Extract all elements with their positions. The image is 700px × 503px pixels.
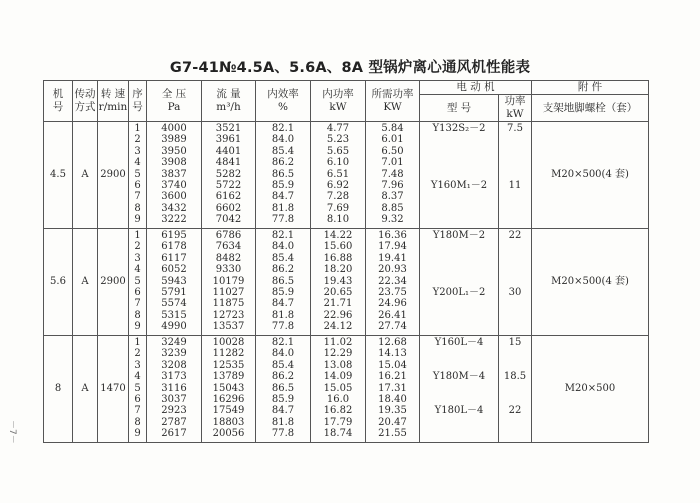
header-seq: 序 号 — [129, 81, 147, 122]
internal-efficiency-value: 77.8 — [271, 214, 295, 226]
motor-model-value — [420, 383, 498, 394]
seq-no-value: 6 — [134, 286, 141, 298]
seq-no — [129, 229, 147, 336]
motor-power-value — [499, 264, 531, 275]
motor-power-value — [499, 276, 531, 287]
seq-no-value: 4 — [134, 371, 141, 383]
table-row-group — [44, 229, 649, 336]
seq-no-value: 9 — [134, 214, 141, 226]
internal-efficiency-value: 85.4 — [271, 359, 295, 371]
header-drive: 传动 方式 — [73, 81, 98, 122]
total-pressure-value: 5791 — [161, 286, 187, 298]
seq-no-value: 1 — [134, 337, 141, 348]
flow-rate-value: 11282 — [212, 348, 245, 360]
required-power-value: 7.01 — [381, 157, 404, 169]
required-power-value: 26.41 — [378, 309, 407, 321]
total-pressure-value: 6117 — [161, 252, 187, 264]
seq-no-value: 2 — [134, 134, 141, 146]
seq-no — [129, 122, 147, 229]
required-power-value: 8.37 — [381, 191, 404, 203]
internal-power-value: 16.0 — [326, 393, 350, 405]
internal-efficiency-value: 81.8 — [271, 309, 295, 321]
required-power-value: 16.21 — [378, 371, 407, 383]
internal-efficiency-value: 86.5 — [271, 168, 295, 180]
total-pressure — [147, 336, 202, 443]
seq-no-value: 4 — [134, 264, 141, 276]
internal-efficiency-value: 85.9 — [271, 393, 295, 405]
motor-model-value — [420, 146, 498, 157]
drive-type: A — [73, 229, 98, 336]
total-pressure-value: 3037 — [161, 393, 187, 405]
internal-power-value: 5.23 — [326, 134, 350, 146]
motor-model-value — [420, 169, 498, 180]
flow-rate-value: 13537 — [212, 321, 245, 333]
internal-efficiency — [256, 336, 311, 443]
required-power-value: 16.36 — [378, 230, 407, 241]
total-pressure-value: 6195 — [161, 230, 187, 241]
internal-power-value: 20.65 — [323, 286, 353, 298]
required-power-value: 17.94 — [378, 241, 407, 253]
flow-rate-value: 11875 — [212, 298, 245, 310]
internal-power-value: 5.65 — [326, 145, 350, 157]
motor-model-value — [420, 428, 498, 439]
table-row-group — [44, 122, 649, 229]
motor-power-value — [499, 428, 531, 439]
seq-no-value: 9 — [134, 428, 141, 440]
seq-no-value: 8 — [134, 202, 141, 214]
total-pressure-value: 3950 — [161, 145, 187, 157]
internal-efficiency-value: 84.0 — [271, 348, 295, 360]
motor-model-value — [420, 360, 498, 371]
total-pressure-value: 3600 — [161, 191, 187, 203]
header-motor-group: 电 动 机 — [420, 81, 532, 95]
motor-power-value — [499, 191, 531, 202]
required-power-value: 6.01 — [381, 134, 404, 146]
header-machine-no: 机 号 — [44, 81, 73, 122]
internal-power-value: 7.69 — [326, 202, 350, 214]
flow-rate-value: 11027 — [212, 286, 245, 298]
motor-power-value — [499, 203, 531, 214]
required-power-value: 24.96 — [378, 298, 407, 310]
motor-model-value: Y160L－4 — [434, 337, 484, 348]
internal-efficiency-value: 84.0 — [271, 241, 295, 253]
motor-model-value — [420, 348, 498, 359]
required-power-value: 7.96 — [381, 179, 404, 191]
bracket-bolt: M20×500(4 套) — [532, 122, 649, 229]
required-power-value: 15.04 — [378, 359, 407, 371]
required-power — [366, 336, 420, 443]
header-flow: 流 量 m³/h — [202, 81, 256, 122]
motor-model-value — [420, 241, 498, 252]
total-pressure-value: 3239 — [161, 348, 187, 360]
internal-power-value: 14.22 — [323, 230, 353, 241]
flow-rate-value: 6786 — [215, 230, 242, 241]
bracket-bolt: M20×500 — [532, 336, 649, 443]
total-pressure-value: 3249 — [161, 337, 187, 348]
performance-table — [43, 80, 649, 443]
internal-efficiency-value: 86.2 — [271, 264, 295, 276]
motor-model-value — [420, 417, 498, 428]
flow-rate-value: 16296 — [212, 393, 245, 405]
drive-type: A — [73, 122, 98, 229]
internal-power-value: 8.10 — [326, 214, 350, 226]
page-number: －7－ — [7, 420, 17, 444]
seq-no-value: 4 — [134, 157, 141, 169]
required-power-value: 9.32 — [381, 214, 404, 226]
seq-no-value: 8 — [134, 309, 141, 321]
flow-rate-value: 5722 — [215, 179, 242, 191]
seq-no-value: 3 — [134, 252, 141, 264]
flow-rate-value: 7634 — [215, 241, 242, 253]
seq-no-value: 1 — [134, 230, 141, 241]
internal-efficiency-value: 84.0 — [271, 134, 295, 146]
seq-no-value: 6 — [134, 393, 141, 405]
total-pressure-value: 2923 — [161, 405, 187, 417]
flow-rate-value: 3521 — [215, 123, 242, 134]
header-motor-model: 型 号 — [420, 95, 499, 122]
seq-no-value: 5 — [134, 168, 141, 180]
motor-model-value: Y200L₁－2 — [432, 286, 486, 298]
header-accessory-group: 附 件 — [532, 81, 649, 95]
seq-no-value: 3 — [134, 145, 141, 157]
motor-power-value — [499, 157, 531, 168]
speed: 2900 — [98, 229, 129, 336]
internal-power-value: 6.51 — [326, 168, 350, 180]
motor-model-value: Y160M₁－2 — [430, 179, 488, 191]
motor-model-value: Y180M－2 — [432, 230, 486, 241]
total-pressure-value: 6178 — [161, 241, 187, 253]
flow-rate-value: 13789 — [212, 371, 245, 383]
motor-power-value: 22 — [508, 405, 522, 417]
seq-no-value: 3 — [134, 359, 141, 371]
flow-rate — [202, 122, 256, 229]
motor-power-value: 22 — [508, 230, 522, 241]
total-pressure-value: 3173 — [161, 371, 187, 383]
internal-power — [311, 336, 366, 443]
header-pressure: 全 压 Pa — [147, 81, 202, 122]
internal-power-value: 21.71 — [323, 298, 353, 310]
total-pressure-value: 3208 — [161, 359, 187, 371]
header-efficiency: 内效率 % — [256, 81, 311, 122]
motor-power-value — [499, 169, 531, 180]
motor-power-value — [499, 360, 531, 371]
speed: 1470 — [98, 336, 129, 443]
motor-model-value — [420, 310, 498, 321]
internal-efficiency-value: 82.1 — [271, 337, 295, 348]
total-pressure-value: 3989 — [161, 134, 187, 146]
internal-power-value: 13.08 — [323, 359, 353, 371]
internal-efficiency-value: 82.1 — [271, 123, 295, 134]
internal-efficiency-value: 84.7 — [271, 191, 295, 203]
motor-power-value — [499, 310, 531, 321]
internal-efficiency-value: 81.8 — [271, 416, 295, 428]
total-pressure-value: 2617 — [161, 428, 187, 440]
total-pressure-value: 2787 — [161, 416, 187, 428]
seq-no-value: 2 — [134, 241, 141, 253]
flow-rate-value: 18803 — [212, 416, 245, 428]
total-pressure — [147, 122, 202, 229]
motor-power-value: 18.5 — [503, 371, 527, 383]
required-power-value: 27.74 — [378, 321, 407, 333]
motor-model-value — [420, 191, 498, 202]
internal-efficiency-value: 84.7 — [271, 298, 295, 310]
internal-power-value: 15.60 — [323, 241, 353, 253]
machine-no: 5.6 — [44, 229, 73, 336]
internal-efficiency-value: 85.9 — [271, 286, 295, 298]
flow-rate-value: 4401 — [215, 145, 242, 157]
motor-model-value — [420, 321, 498, 332]
internal-power — [311, 122, 366, 229]
header-motor-power: 功率 kW — [499, 95, 532, 122]
internal-power-value: 12.29 — [323, 348, 353, 360]
motor-model-value — [420, 214, 498, 225]
motor-power-value — [499, 146, 531, 157]
internal-power-value: 4.77 — [326, 123, 350, 134]
page-title: G7-41№4.5A、5.6A、8A 型锅炉离心通风机性能表 — [169, 60, 531, 76]
seq-no-value: 8 — [134, 416, 141, 428]
seq-no-value: 5 — [134, 382, 141, 394]
machine-no: 4.5 — [44, 122, 73, 229]
required-power — [366, 229, 420, 336]
internal-power-value: 15.05 — [323, 382, 353, 394]
seq-no-value: 5 — [134, 275, 141, 287]
internal-efficiency-value: 86.2 — [271, 157, 295, 169]
required-power-value: 23.75 — [378, 286, 407, 298]
required-power — [366, 122, 420, 229]
motor-model — [420, 122, 499, 229]
total-pressure-value: 3222 — [161, 214, 187, 226]
motor-power-value: 11 — [508, 179, 522, 191]
bracket-bolt: M20×500(4 套) — [532, 229, 649, 336]
motor-model-value — [420, 276, 498, 287]
internal-power — [311, 229, 366, 336]
internal-efficiency-value: 85.4 — [271, 145, 295, 157]
motor-power-value: 30 — [508, 286, 522, 298]
internal-efficiency — [256, 229, 311, 336]
internal-efficiency-value: 77.8 — [271, 321, 295, 333]
internal-efficiency-value: 86.2 — [271, 371, 295, 383]
internal-efficiency — [256, 122, 311, 229]
seq-no-value: 6 — [134, 179, 141, 191]
internal-efficiency-value: 86.5 — [271, 275, 295, 287]
required-power-value: 20.93 — [378, 264, 407, 276]
header-internal-power: 内功率 kW — [311, 81, 366, 122]
flow-rate-value: 10028 — [212, 337, 245, 348]
motor-power-value — [499, 298, 531, 309]
flow-rate-value: 20056 — [212, 428, 245, 440]
total-pressure-value: 4000 — [161, 123, 187, 134]
internal-power-value: 16.88 — [323, 252, 353, 264]
internal-efficiency-value: 84.7 — [271, 405, 295, 417]
seq-no-value: 1 — [134, 123, 141, 134]
speed: 2900 — [98, 122, 129, 229]
required-power-value: 7.48 — [381, 168, 404, 180]
total-pressure-value: 5315 — [161, 309, 187, 321]
required-power-value: 6.50 — [381, 145, 404, 157]
motor-power-value — [499, 321, 531, 332]
header-speed: 转 速 r/min — [98, 81, 129, 122]
flow-rate-value: 5282 — [215, 168, 242, 180]
motor-model-value — [420, 253, 498, 264]
required-power-value: 19.41 — [378, 252, 407, 264]
flow-rate-value: 12723 — [212, 309, 245, 321]
required-power-value: 22.34 — [378, 275, 407, 287]
total-pressure-value: 3740 — [161, 179, 187, 191]
motor-model-value: Y180L－4 — [434, 405, 484, 417]
internal-power-value: 14.09 — [323, 371, 353, 383]
seq-no-value: 9 — [134, 321, 141, 333]
motor-model — [420, 336, 499, 443]
flow-rate-value: 15043 — [212, 382, 245, 394]
internal-power-value: 11.02 — [323, 337, 353, 348]
internal-power-value: 16.82 — [323, 405, 353, 417]
internal-power-value: 6.10 — [326, 157, 350, 169]
internal-power-value: 18.74 — [323, 428, 353, 440]
internal-efficiency-value: 77.8 — [271, 428, 295, 440]
required-power-value: 21.55 — [378, 428, 407, 440]
total-pressure-value: 3432 — [161, 202, 187, 214]
required-power-value: 17.31 — [378, 382, 407, 394]
seq-no-value: 7 — [134, 298, 141, 310]
total-pressure-value: 5943 — [161, 275, 187, 287]
required-power-value: 14.13 — [378, 348, 407, 360]
internal-power-value: 22.96 — [323, 309, 353, 321]
motor-model-value: Y132S₂－2 — [432, 123, 486, 134]
motor-power — [499, 122, 532, 229]
internal-power-value: 24.12 — [323, 321, 353, 333]
seq-no-value: 2 — [134, 348, 141, 360]
flow-rate-value: 9330 — [215, 264, 242, 276]
flow-rate-value: 3961 — [215, 134, 242, 146]
seq-no-value: 7 — [134, 405, 141, 417]
table-row-group — [44, 336, 649, 443]
motor-power-value — [499, 241, 531, 252]
internal-efficiency-value: 85.9 — [271, 179, 295, 191]
flow-rate-value: 6602 — [215, 202, 242, 214]
required-power-value: 8.85 — [381, 202, 404, 214]
header-accessory-bolt: 支架地脚螺栓（套） — [532, 95, 649, 122]
internal-power-value: 7.28 — [326, 191, 350, 203]
flow-rate-value: 4841 — [215, 157, 242, 169]
internal-power-value: 19.43 — [323, 275, 353, 287]
motor-power-value — [499, 383, 531, 394]
required-power-value: 12.68 — [378, 337, 407, 348]
flow-rate-value: 17549 — [212, 405, 245, 417]
drive-type: A — [73, 336, 98, 443]
required-power-value: 20.47 — [378, 416, 407, 428]
flow-rate-value: 10179 — [212, 275, 245, 287]
motor-model-value — [420, 394, 498, 405]
flow-rate-value: 6162 — [215, 191, 242, 203]
total-pressure-value: 6052 — [161, 264, 187, 276]
header-required-power: 所需功率 KW — [366, 81, 420, 122]
seq-no-value: 7 — [134, 191, 141, 203]
motor-power — [499, 336, 532, 443]
internal-efficiency-value: 86.5 — [271, 382, 295, 394]
motor-model — [420, 229, 499, 336]
total-pressure-value: 3837 — [161, 168, 187, 180]
internal-power-value: 17.79 — [323, 416, 353, 428]
motor-model-value — [420, 298, 498, 309]
motor-power-value: 15 — [508, 337, 522, 348]
motor-model-value — [420, 264, 498, 275]
required-power-value: 19.35 — [378, 405, 407, 417]
internal-power-value: 6.92 — [326, 179, 350, 191]
motor-model-value — [420, 134, 498, 145]
required-power-value: 18.40 — [378, 393, 407, 405]
internal-power-value: 18.20 — [323, 264, 353, 276]
machine-no: 8 — [44, 336, 73, 443]
flow-rate — [202, 336, 256, 443]
motor-power-value — [499, 394, 531, 405]
total-pressure-value: 4990 — [161, 321, 187, 333]
internal-efficiency-value: 81.8 — [271, 202, 295, 214]
motor-power-value — [499, 417, 531, 428]
flow-rate-value: 8482 — [215, 252, 242, 264]
flow-rate — [202, 229, 256, 336]
motor-power-value — [499, 214, 531, 225]
total-pressure-value: 3908 — [161, 157, 187, 169]
motor-model-value — [420, 157, 498, 168]
motor-power-value — [499, 253, 531, 264]
flow-rate-value: 7042 — [215, 214, 242, 226]
flow-rate-value: 12535 — [212, 359, 245, 371]
motor-power-value — [499, 348, 531, 359]
internal-efficiency-value: 82.1 — [271, 230, 295, 241]
seq-no — [129, 336, 147, 443]
total-pressure-value: 5574 — [161, 298, 187, 310]
motor-power-value: 7.5 — [507, 123, 523, 134]
motor-model-value: Y180M－4 — [432, 371, 486, 383]
motor-model-value — [420, 203, 498, 214]
motor-power-value — [499, 134, 531, 145]
internal-efficiency-value: 85.4 — [271, 252, 295, 264]
total-pressure — [147, 229, 202, 336]
total-pressure-value: 3116 — [161, 382, 187, 394]
motor-power — [499, 229, 532, 336]
required-power-value: 5.84 — [381, 123, 404, 134]
